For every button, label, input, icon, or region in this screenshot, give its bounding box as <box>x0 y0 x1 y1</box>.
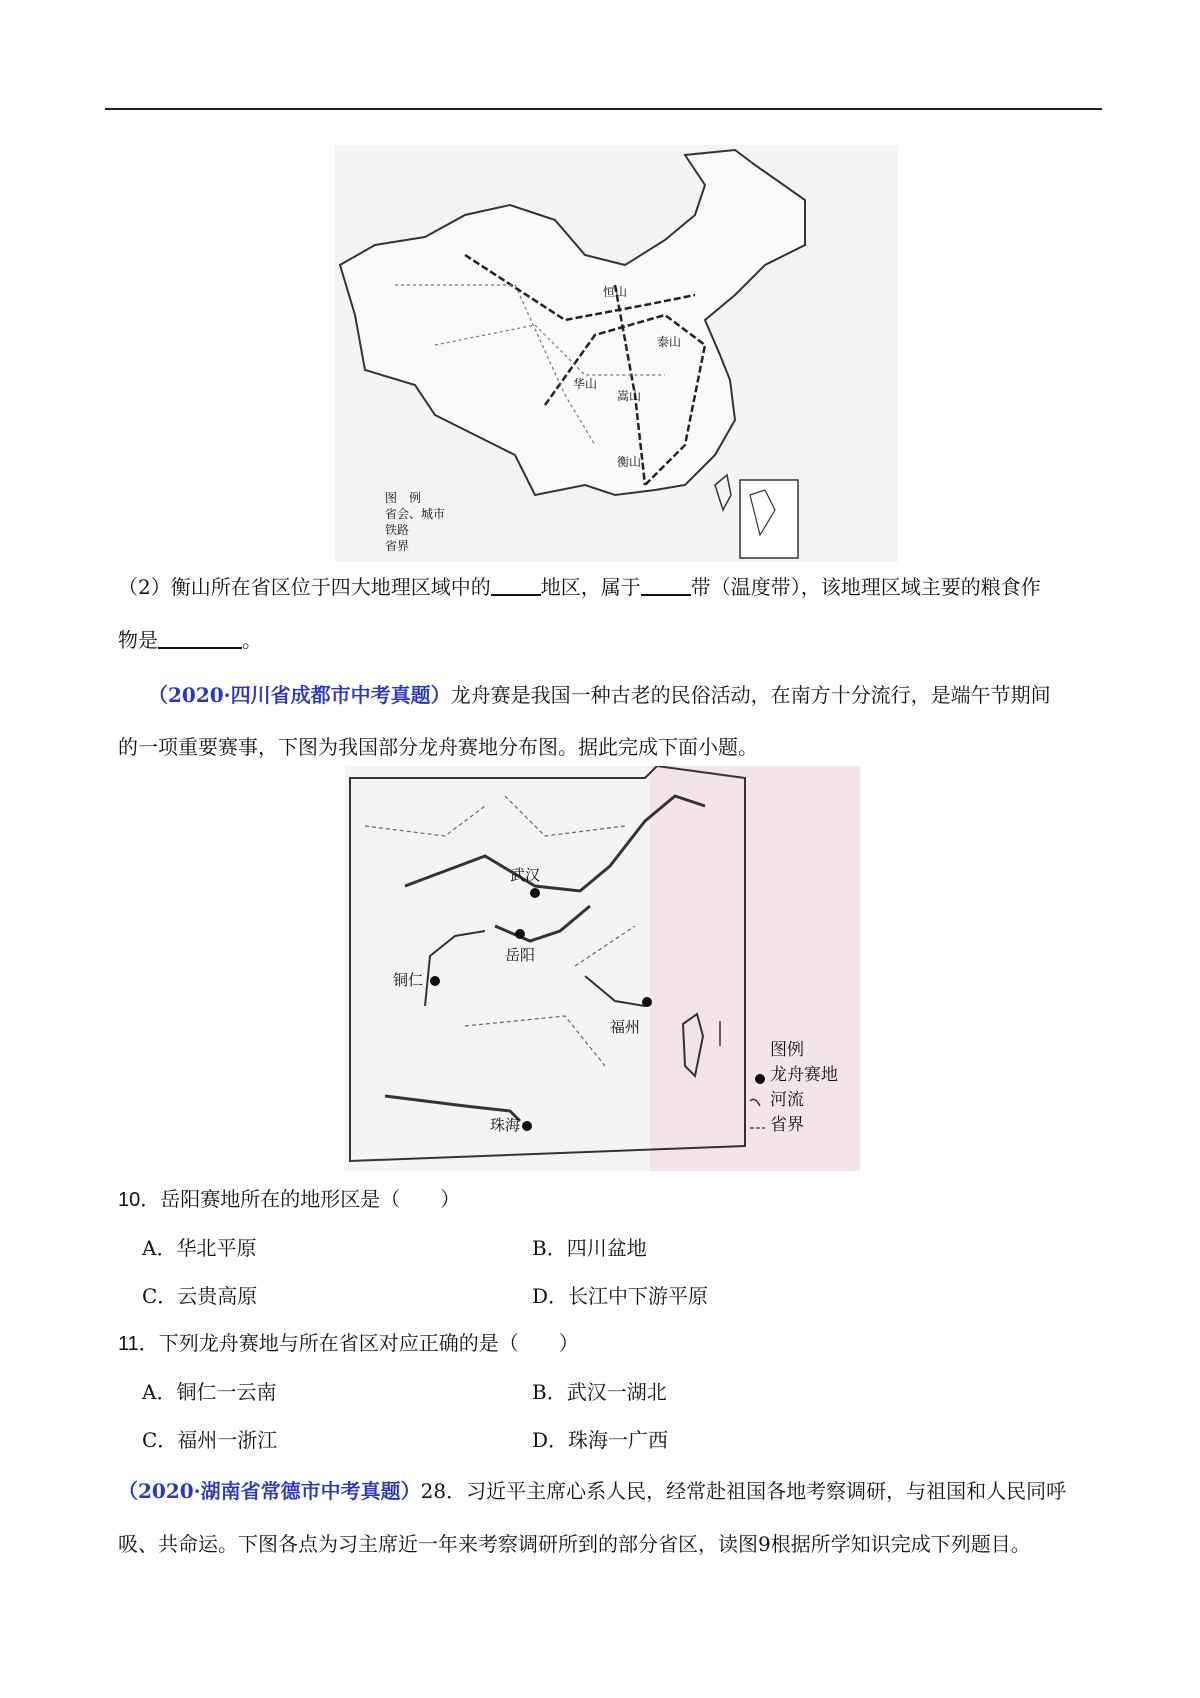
answer-blank-temperature-zone[interactable] <box>641 574 691 596</box>
mountain-label-taishan: 泰山 <box>657 335 682 349</box>
place-label-zhuhai: 珠海 <box>490 1116 521 1134</box>
q11-option-c[interactable]: C．福州一浙江 <box>142 1428 278 1452</box>
legend-item-boundary: 省界 <box>385 539 410 553</box>
legend2-title: 图例 <box>770 1040 804 1060</box>
answer-blank-region[interactable] <box>491 574 541 596</box>
q2-text-a: （2）衡山所在省区位于四大地理区域中的 <box>118 575 491 599</box>
legend-item-railway: 铁路 <box>385 523 410 537</box>
answer-blank-crop[interactable] <box>158 627 242 649</box>
q10-option-a[interactable]: A．华北平原 <box>142 1236 257 1260</box>
place-label-tongren: 铜仁 <box>393 971 424 989</box>
legend2-item-boundary: 省界 <box>770 1115 804 1135</box>
legend-title: 图 例 <box>385 491 422 505</box>
changde-text1: 28．习近平主席心系人民，经常赴祖国各地考察调研，与祖国和人民同呼 <box>420 1479 1067 1503</box>
q10-option-b[interactable]: B．四川盆地 <box>532 1236 647 1260</box>
map-legend <box>385 490 445 554</box>
q2-text-c: 带（温度带），该地理区域主要的粮食作 <box>690 575 1041 599</box>
dragon-boat-map <box>345 766 860 1171</box>
source-chengdu: （2020·四川省成都市中考真题） <box>148 683 451 707</box>
q11-option-b[interactable]: B．武汉一湖北 <box>532 1380 667 1404</box>
q2-text-b: 地区，属于 <box>540 575 641 599</box>
changde-intro-line2: 吸、共命运。下图各点为习主席近一年来考察调研所到的部分省区，读图9根据所学知识完成下列题目。 <box>118 1532 1031 1556</box>
place-label-wuhan: 武汉 <box>510 866 541 884</box>
mountain-label-hengshan-south: 衡山 <box>617 455 642 469</box>
q11-option-a[interactable]: A．铜仁一云南 <box>142 1380 277 1404</box>
mountain-label-songshan: 嵩山 <box>617 389 642 403</box>
place-label-fuzhou: 福州 <box>610 1018 641 1036</box>
question-part2-line2 <box>118 626 262 654</box>
q2-text-e: 。 <box>242 628 262 652</box>
q10-option-c[interactable]: C．云贵高原 <box>142 1284 258 1308</box>
place-label-yueyang: 岳阳 <box>505 946 536 964</box>
question-11-stem: 11．下列龙舟赛地与所在省区对应正确的是（ ） <box>118 1333 579 1355</box>
question-part2-line1 <box>118 573 1041 601</box>
chengdu-intro-line2: 的一项重要赛事，下图为我国部分龙舟赛地分布图。据此完成下面小题。 <box>118 735 758 759</box>
chengdu-text1: 龙舟赛是我国一种古老的民俗活动，在南方十分流行，是端午节期间 <box>450 683 1051 707</box>
header-rule <box>105 108 1102 110</box>
legend2-item-river: 河流 <box>770 1090 804 1110</box>
chengdu-intro-line1 <box>148 681 1051 709</box>
source-changde: （2020·湖南省常德市中考真题） <box>118 1479 421 1503</box>
q10-option-d[interactable]: D．长江中下游平原 <box>532 1284 709 1308</box>
question-10-stem: 10．岳阳赛地所在的地形区是（ ） <box>118 1189 461 1211</box>
legend2-item-venue: 龙舟赛地 <box>770 1065 838 1085</box>
legend-item-city: 省会、城市 <box>385 507 446 521</box>
map2-legend <box>770 1038 838 1138</box>
mountain-label-huashan: 华山 <box>573 377 598 391</box>
q2-text-d: 物是 <box>118 628 158 652</box>
changde-intro-line1 <box>118 1477 1066 1505</box>
china-railway-map <box>335 145 898 562</box>
q11-option-d[interactable]: D．珠海一广西 <box>532 1428 669 1452</box>
mountain-label-hengshan-north: 恒山 <box>603 285 628 299</box>
